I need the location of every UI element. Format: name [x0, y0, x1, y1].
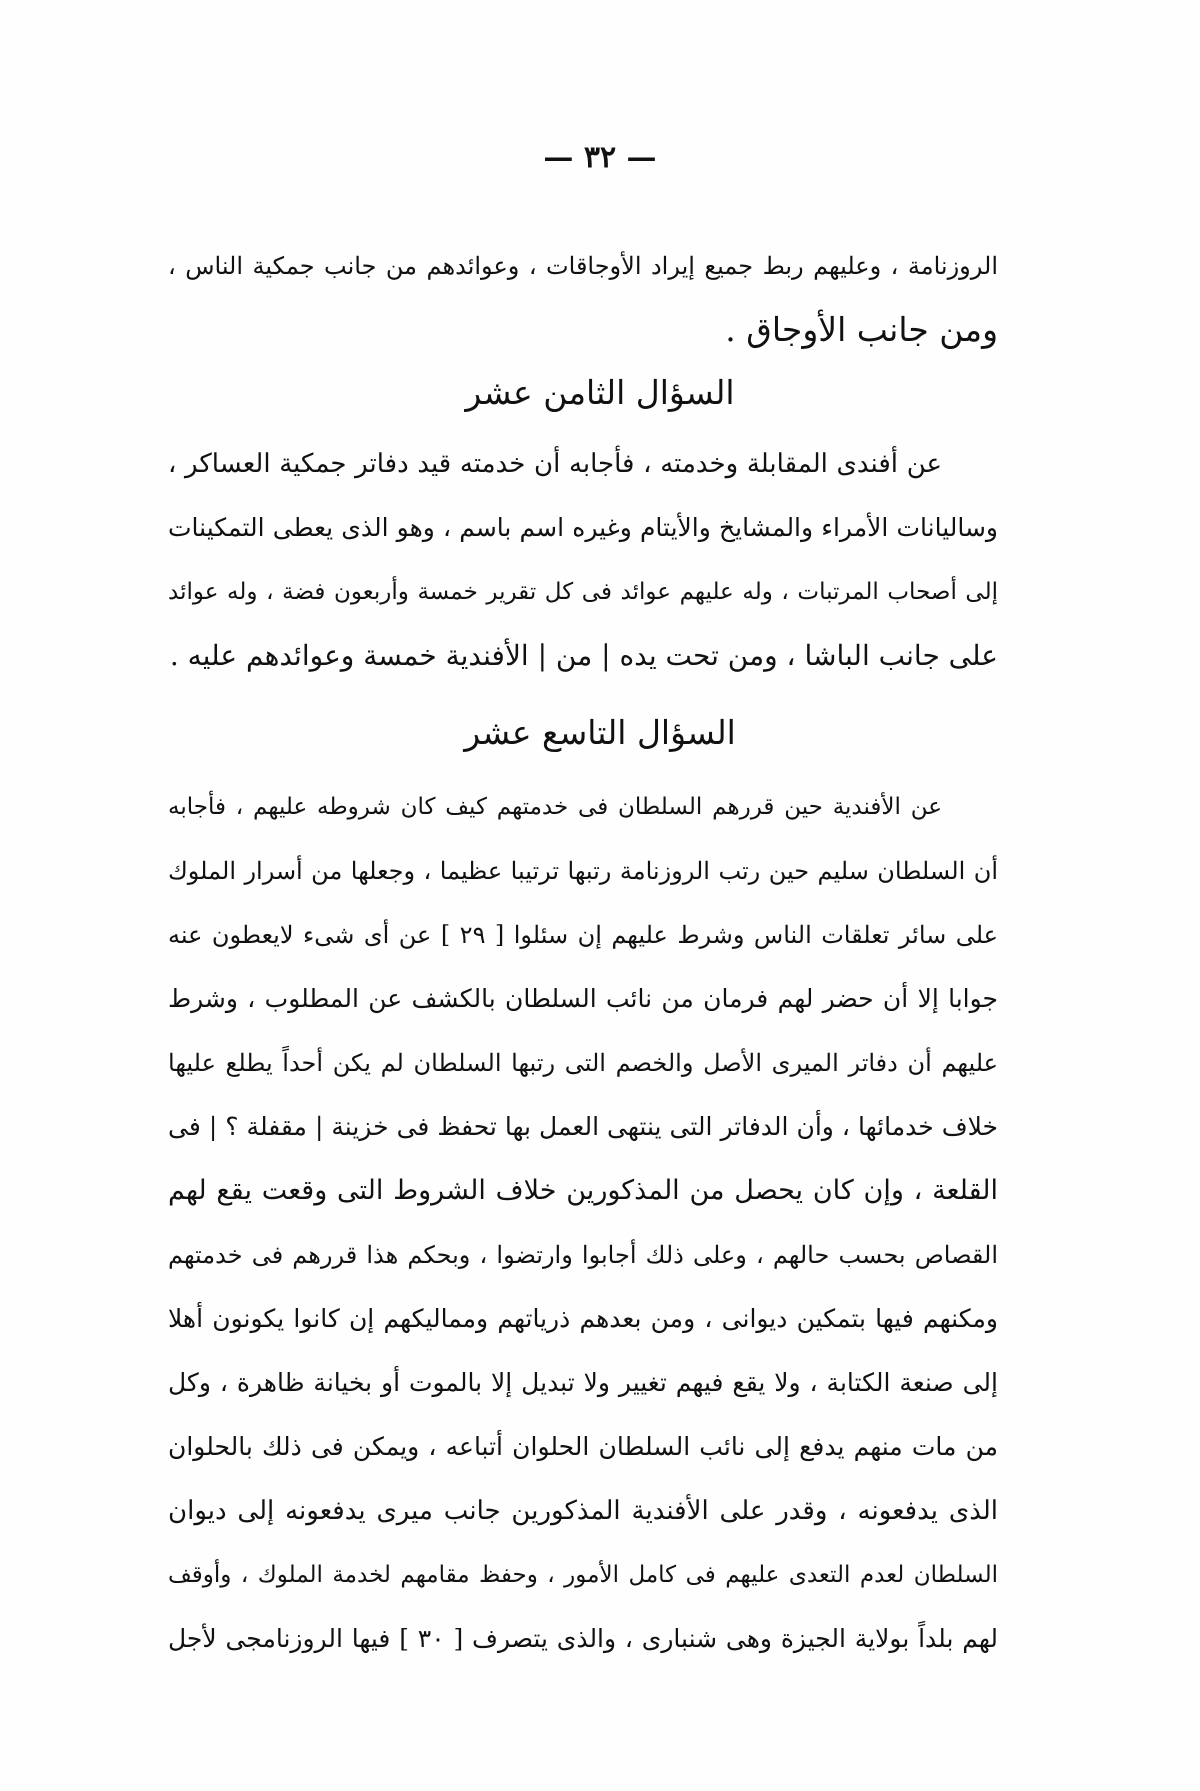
text-line: على جانب الباشا ، ومن تحت يده | من | الأفندية خمسة وعوائدهم عليه .	[169, 639, 998, 672]
text-line: أن السلطان سليم حين رتب الروزنامة رتبها ترتيبا عظيما ، وجعلها من أسرار الملوك	[168, 857, 998, 885]
text-line: من مات منهم يدفع إلى نائب السلطان الحلوان أتباعه ، ويمكن فى ذلك بالحلوان	[168, 1432, 998, 1461]
text-line: السلطان لعدم التعدى عليهم فى كامل الأمور ، وحفظ مقامهم لخدمة الملوك ، وأوقف	[168, 1562, 998, 1588]
intro-paragraph	[168, 234, 998, 362]
page-number: — ٣٢ —	[543, 140, 657, 175]
text-line: لهم بلداً بولاية الجيزة وهى شنبارى ، والذى يتصرف [ ٣٠ ] فيها الروزنامجى لأجل	[168, 1624, 999, 1653]
question-19-paragraph	[168, 775, 998, 1671]
text-line: القصاص بحسب حالهم ، وعلى ذلك أجابوا وارتضوا ، وبحكم هذا قررهم فى خدمتهم	[168, 1241, 998, 1269]
text-line: إلى أصحاب المرتبات ، وله عليهم عوائد فى كل تقرير خمسة وأربعون فضة ، وله عوائد	[168, 579, 998, 605]
text-line: عليهم أن دفاتر الميرى الأصل والخصم التى رتبها السلطان لم يكن أحداً يطلع عليها	[168, 1049, 998, 1077]
text-line: على سائر تعلقات الناس وشرط عليهم إن سئلوا [ ٢٩ ] عن أى شىء لايعطون عنه	[168, 921, 998, 949]
question-18-paragraph	[168, 432, 998, 688]
text-line: إلى صنعة الكتابة ، ولا يقع فيهم تغيير ولا تبديل إلا بالموت أو بخيانة ظاهرة ، وكل	[168, 1368, 998, 1397]
text-line: الروزنامة ، وعليهم ربط جميع إيراد الأوجاقات ، وعوائدهم من جانب جمكية الناس ،	[168, 252, 998, 280]
text-line: وساليانات الأمراء والمشايخ والأيتام وغيره اسم باسم ، وهو الذى يعطى التمكينات	[168, 513, 998, 542]
text-line: جوابا إلا أن حضر لهم فرمان من نائب السلطان بالكشف عن المطلوب ، وشرط	[168, 984, 998, 1013]
section-heading-18: السؤال الثامن عشر	[465, 373, 735, 412]
text-line: ومن جانب الأوجاق .	[725, 310, 998, 349]
text-line: القلعة ، وإن كان يحصل من المذكورين خلاف الشروط التى وقعت يقع لهم	[168, 1175, 998, 1206]
text-line: الذى يدفعونه ، وقدر على الأفندية المذكورين جانب ميرى يدفعونه إلى ديوان	[168, 1496, 998, 1526]
section-heading-19: السؤال التاسع عشر	[464, 713, 736, 752]
text-line: خلاف خدمائها ، وأن الدفاتر التى ينتهى العمل بها تحفظ فى خزينة | مقفلة ؟ | فى	[168, 1112, 998, 1141]
text-line: ومكنهم فيها بتمكين ديوانى ، ومن بعدهم ذرياتهم ومماليكهم إن كانوا يكونون أهلا	[168, 1304, 998, 1333]
text-line: عن أفندى المقابلة وخدمته ، فأجابه أن خدمته قيد دفاتر جمكية العساكر ،	[168, 449, 942, 479]
text-line: عن الأفندية حين قررهم السلطان فى خدمتهم كيف كان شروطه عليهم ، فأجابه	[168, 794, 942, 820]
